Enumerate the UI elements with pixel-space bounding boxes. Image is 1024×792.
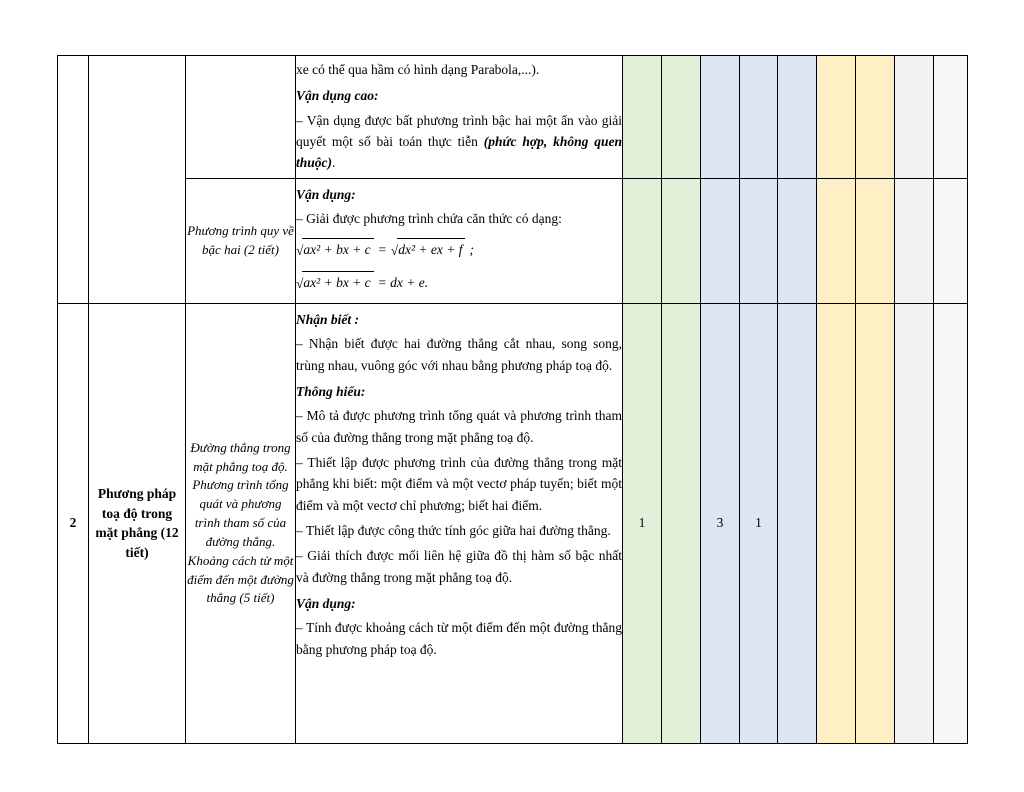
math-formula-2 [296, 271, 622, 293]
matrix-cell [934, 56, 968, 179]
cell-topic: Phương pháp toạ độ trong mặt phẳng (12 tiết) [89, 303, 186, 743]
sqrt-radical-icon: √ [390, 243, 399, 259]
paragraph: – Thiết lập được công thức tính góc giữa hai đường thẳng. [296, 522, 611, 538]
formula-tail: ; [469, 242, 474, 258]
paragraph: – Tính được khoảng cách từ một điểm đến một đường thẳng bằng phương pháp toạ độ. [296, 620, 622, 657]
level-heading-nhan-biet: Nhận biết : [296, 311, 360, 327]
equals-sign: = [377, 242, 387, 258]
table-row-quadratic-equations [58, 178, 968, 303]
sqrt-radical-icon: √ [296, 243, 304, 259]
cell-topic-empty [89, 56, 186, 304]
paragraph-tail: . [332, 155, 336, 171]
level-heading-van-dung: Vận dụng: [296, 186, 356, 202]
paragraph: – Giải thích được mối liên hệ giữa đồ thị hàm số bậc nhất và đường thẳng trong mặt phẳng toạ độ. [296, 548, 622, 585]
cell-requirements-continuation [296, 56, 623, 179]
paragraph: – Giải được phương trình chứa căn thức có dạng: [296, 210, 562, 226]
matrix-cell [856, 178, 895, 303]
matrix-cell [817, 178, 856, 303]
matrix-cell [662, 56, 701, 179]
matrix-cell [934, 178, 968, 303]
cell-subtopic: Đường thẳng trong mặt phẳng toạ độ. Phương trình tổng quát và phương trình tham số của đường thẳng. Khoảng cách từ một điểm đến một đường thẳng (5 tiết) [186, 303, 296, 743]
matrix-cell [778, 56, 817, 179]
cell-subtopic: Phương trình quy về bậc hai (2 tiết) [186, 178, 296, 303]
table-row-continuation [58, 56, 968, 179]
matrix-cell [740, 178, 778, 303]
matrix-cell [856, 56, 895, 179]
matrix-cell-count: 1 [623, 303, 662, 743]
cell-requirements [296, 178, 623, 303]
cell-unit-number: 2 [58, 303, 89, 743]
math-formula-1 [296, 238, 622, 260]
matrix-cell-count [895, 303, 934, 743]
radicand-left: ax² + bx + c [302, 271, 373, 293]
matrix-cell [895, 56, 934, 179]
paragraph: xe có thể qua hầm có hình dạng Parabola,...). [296, 62, 540, 77]
paragraph-emphasis: (phức hợp, không quen thuộc) [296, 133, 622, 171]
matrix-cell [623, 178, 662, 303]
matrix-cell-count [856, 303, 895, 743]
matrix-cell-count: 1 [740, 303, 778, 743]
paragraph: – Mô tả được phương trình tổng quát và phương trình tham số của đường thẳng trong mặt phẳng toạ độ. [296, 408, 622, 445]
matrix-cell-count [778, 303, 817, 743]
paragraph [296, 110, 622, 174]
matrix-cell [895, 178, 934, 303]
matrix-cell-count: 3 [701, 303, 740, 743]
cell-subtopic-empty [186, 56, 296, 179]
formula-right-side: = dx + e. [377, 274, 429, 290]
curriculum-matrix-table [57, 55, 968, 744]
matrix-cell [662, 178, 701, 303]
paragraph-text: – Vận dụng được bất phương trình bậc hai một ẩn vào giải quyết một số bài toán thực tiễn [296, 112, 622, 149]
paragraph: – Thiết lập được phương trình của đường thẳng trong mặt phẳng khi biết: một điểm và một vectơ pháp tuyến; biết một điểm và một vectơ chỉ phương; biết hai điểm. [296, 454, 622, 513]
matrix-cell [623, 56, 662, 179]
radicand-left: ax² + bx + c [302, 238, 373, 260]
level-heading-thong-hieu: Thông hiểu: [296, 383, 366, 399]
matrix-cell [778, 178, 817, 303]
matrix-cell [701, 178, 740, 303]
cell-requirements [296, 303, 623, 743]
paragraph: – Nhận biết được hai đường thẳng cắt nhau, song song, trùng nhau, vuông góc với nhau bằng phương pháp toạ độ. [296, 336, 622, 373]
matrix-cell [817, 56, 856, 179]
radicand-right: dx² + ex + f [397, 238, 465, 260]
matrix-cell-count [817, 303, 856, 743]
matrix-cell [740, 56, 778, 179]
sqrt-radical-icon: √ [296, 275, 304, 291]
matrix-cell-count [662, 303, 701, 743]
cell-unit-number-empty [58, 56, 89, 304]
level-heading-van-dung-cao: Vận dụng cao: [296, 88, 379, 104]
matrix-cell [701, 56, 740, 179]
matrix-cell-count [934, 303, 968, 743]
level-heading-van-dung: Vận dụng: [296, 595, 356, 611]
table-row-coordinate-method [58, 303, 968, 743]
